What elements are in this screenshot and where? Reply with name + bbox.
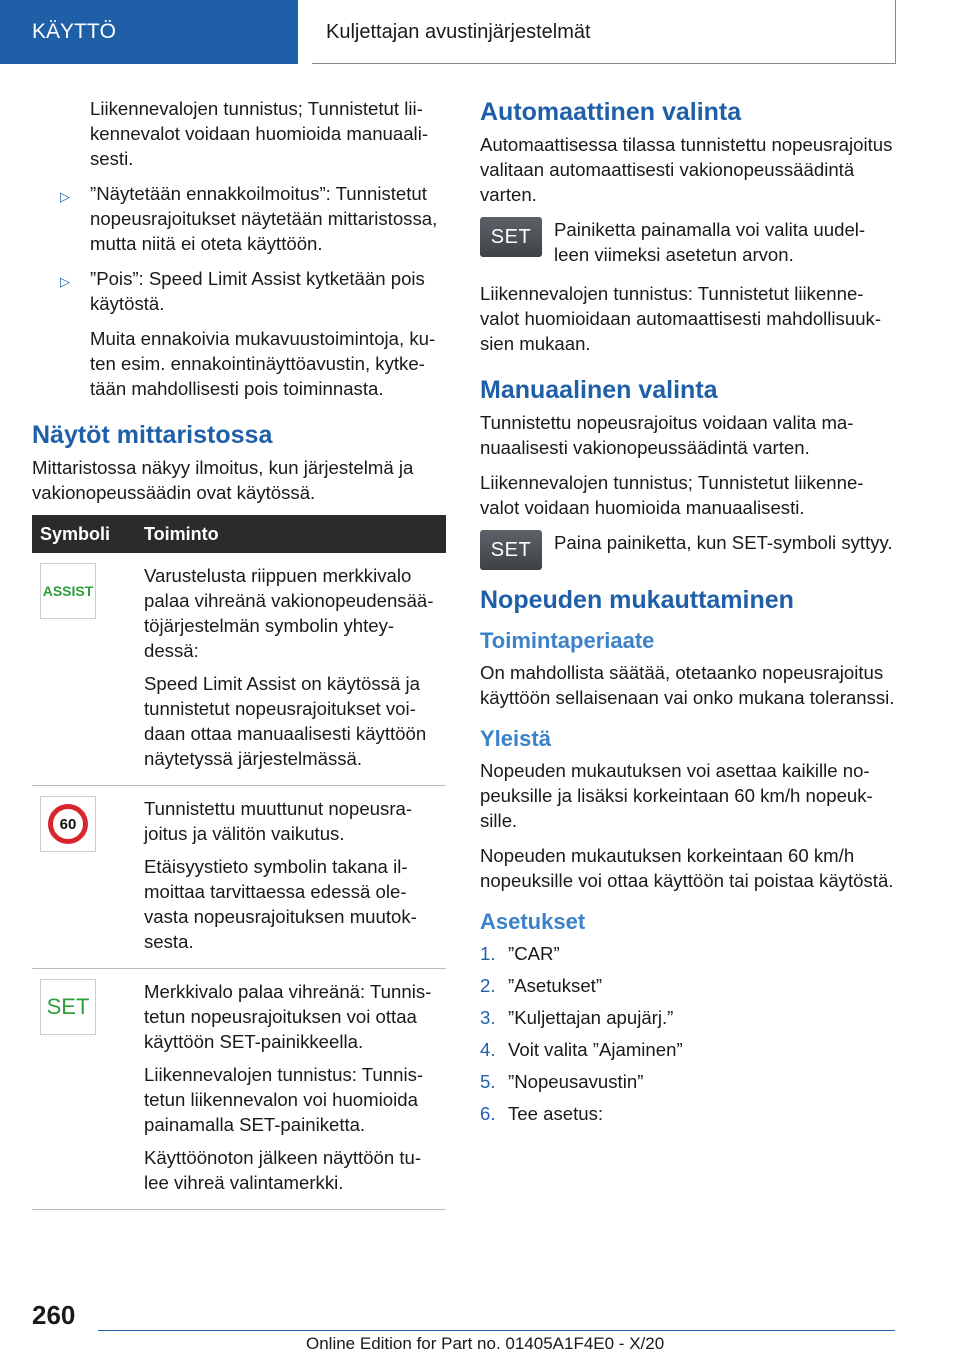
table-cell-text: Etäisyystieto symbolin takana ilmoittaa tarvittaessa edessä olevasta nopeusrajoituksen muutoksesta. — [144, 856, 417, 952]
bullet-triangle-icon: ▷ — [60, 189, 70, 204]
page-number: 260 — [32, 1300, 76, 1330]
settings-steps — [480, 941, 895, 1126]
bullet-item: ▷ ”Pois”: Speed Limit Assist kytketään pois käytöstä. — [60, 268, 425, 314]
auto-traffic-text: Liikennevalojen tunnistus: Tunnistetut liikennevalot huomioidaan automaattisesti mahdollisuuksien mukaan. — [480, 283, 882, 354]
table-cell-text: Merkkivalo palaa vihreänä: Tunnistetun nopeusrajoituksen voi ottaa käyttöön SET-painikkeella. — [144, 981, 432, 1052]
adapt-heading: Nopeuden mukauttaminen — [480, 586, 794, 614]
set-button-icon: SET — [480, 530, 542, 570]
auto-btn-text: Painiketta painamalla voi valita uudelleen viimeksi asetetun arvon. — [554, 219, 866, 265]
set-button-icon: SET — [480, 217, 542, 257]
symbol-table — [32, 515, 446, 1210]
list-item: 4. Voit valita ”Ajaminen” — [480, 1039, 683, 1060]
left-column — [32, 96, 446, 1210]
chapter-title: Kuljettajan avustinjärjestelmät — [312, 0, 896, 64]
auto-text: Automaattisessa tilassa tunnistettu nopeusrajoitus valitaan automaattisesti vakionopeussäädintä varten. — [480, 134, 893, 205]
list-item: 2. ”Asetukset” — [480, 975, 603, 996]
settings-heading: Asetukset — [480, 909, 586, 934]
set-icon: SET — [40, 979, 96, 1035]
bullet-item: ▷ ”Näytetään ennakkoilmoitus”: Tunnistetut nopeusrajoitukset näytetään mittaristossa, mutta niitä ei oteta käyttöön. — [60, 183, 438, 254]
table-cell-text: Käyttöönoton jälkeen näyttöön tulee vihreä valintamerkki. — [144, 1147, 422, 1193]
table-row — [32, 786, 446, 969]
auto-heading: Automaattinen valinta — [480, 98, 742, 126]
table-row — [32, 969, 446, 1210]
list-item: 6. Tee asetus: — [480, 1103, 604, 1124]
right-column — [480, 96, 895, 1133]
manual-traffic-text: Liikennevalojen tunnistus; Tunnistetut liikennevalot voidaan huomioida manuaalisesti. — [480, 472, 864, 518]
section-text: Mittaristossa näkyy ilmoitus, kun järjestelmä ja vakionopeussäädin ovat käytössä. — [32, 457, 414, 503]
table-header — [32, 515, 446, 553]
page-header — [0, 0, 960, 68]
general-text: Nopeuden mukautuksen korkeintaan 60 km/h nopeuksille voi ottaa käyttöön tai poistaa käytöstä. — [480, 845, 894, 891]
table-cell-text: Varustelusta riippuen merkkivalo palaa vihreänä vakionopeudensäätöjärjestelmän symbolin yhteydessä: — [144, 565, 434, 661]
general-heading: Yleistä — [480, 726, 551, 751]
principle-heading: Toimintaperiaate — [480, 628, 655, 653]
assist-icon: ASSIST — [40, 563, 96, 619]
list-item: 3. ”Kuljettajan apujärj.” — [480, 1007, 674, 1028]
footer-edition: Online Edition for Part no. 01405A1F4E0 - X/20 — [306, 1334, 665, 1353]
speed-limit-60-icon: 60 — [40, 796, 96, 852]
table-col-function: Toiminto — [136, 515, 446, 553]
table-col-symbol: Symboli — [32, 515, 136, 553]
list-item: 5. ”Nopeusavustin” — [480, 1071, 644, 1092]
table-cell-text: Tunnistettu muuttunut nopeusrajoitus ja välitön vaikutus. — [144, 798, 413, 844]
principle-text: On mahdollista säätää, otetaanko nopeusrajoitus käyttöön sellaisenaan vai onko mukana toleranssi. — [480, 662, 895, 708]
manual-btn-text: Paina painiketta, kun SET-symboli syttyy. — [554, 532, 893, 553]
intro-continued: Liikennevalojen tunnistus; Tunnistetut liikennevalot voidaan huomioida manuaalisesti. — [90, 98, 429, 169]
auto-set-row — [480, 217, 895, 267]
manual-text: Tunnistettu nopeusrajoitus voidaan valita manuaalisesti vakionopeussäädintä varten. — [480, 412, 854, 458]
bullet-note: Muita ennakoivia mukavuustoimintoja, kuten esim. ennakointinäyttöavustin, kytketään mahdollisesti pois toiminnasta. — [90, 328, 436, 399]
table-cell-text: Speed Limit Assist on käytössä ja tunnistetut nopeusrajoitukset voidaan ottaa manuaalisesti käyttöön näytetyssä järjestelmässä. — [144, 673, 427, 769]
section-heading: Näytöt mittaristossa — [32, 421, 273, 449]
section-tab: KÄYTTÖ — [0, 0, 298, 64]
table-cell-text: Liikennevalojen tunnistus: Tunnistetun liikennevalon voi huomioida painamalla SET-painiketta. — [144, 1064, 424, 1135]
list-item: 1. ”CAR” — [480, 943, 560, 964]
table-row — [32, 553, 446, 786]
general-text: Nopeuden mukautuksen voi asettaa kaikille nopeuksille ja lisäksi korkeintaan 60 km/h nopeuksille. — [480, 760, 873, 831]
footer-divider — [98, 1330, 895, 1331]
manual-heading: Manuaalinen valinta — [480, 376, 718, 404]
bullet-triangle-icon: ▷ — [60, 274, 70, 289]
manual-set-row — [480, 530, 895, 570]
